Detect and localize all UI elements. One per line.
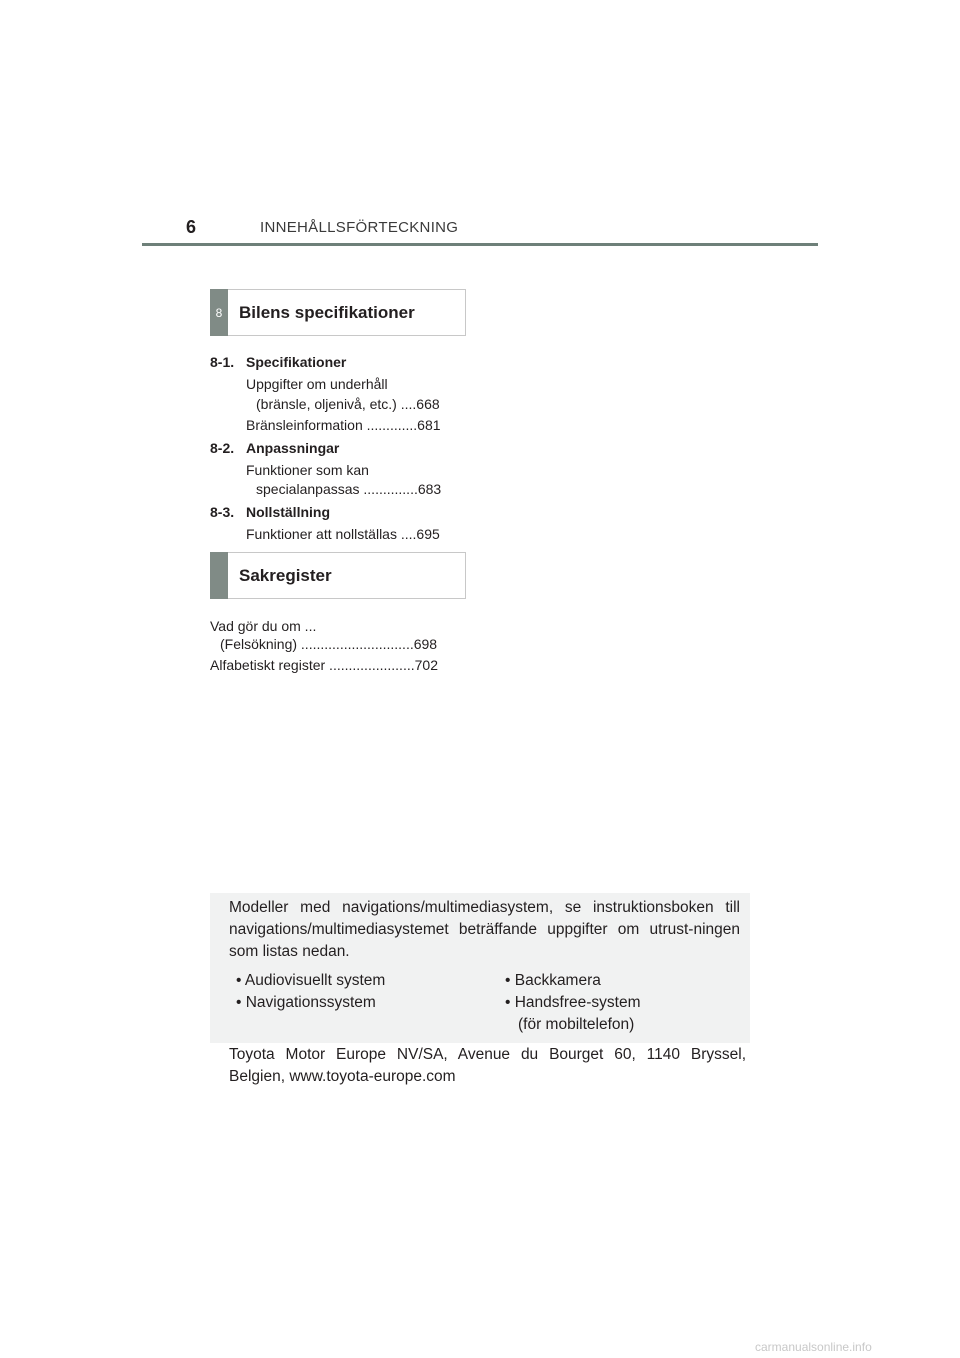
section-box-specifications bbox=[210, 289, 466, 336]
toc-entry[interactable]: specialanpassas ..............683 bbox=[256, 481, 442, 497]
info-text: Modeller med navigations/multimediasystem, se instruktionsboken till navigations/multimediasystemet beträffande uppgifter om utrust-ningen som listas nedan. bbox=[229, 899, 740, 960]
chapter-title: Anpassningar bbox=[246, 440, 340, 456]
section-tab: 8 bbox=[210, 289, 228, 336]
toc-entry[interactable]: Funktioner att nollställas ....695 bbox=[246, 526, 440, 542]
page-number: 6 bbox=[186, 217, 197, 237]
chapter-number: 8-2. bbox=[210, 440, 235, 456]
toc-entry[interactable]: (Felsökning) .............................698 bbox=[220, 636, 438, 652]
toc-section-8 bbox=[210, 352, 460, 552]
chapter-title: Nollställning bbox=[246, 504, 330, 520]
page-header-title: INNEHÅLLSFÖRTECKNING bbox=[260, 219, 459, 236]
chapter-number: 8-1. bbox=[210, 354, 235, 370]
bullet-item: • Audiovisuellt system bbox=[236, 972, 386, 989]
watermark: carmanualsonline.info bbox=[755, 1340, 872, 1354]
toc-entry[interactable]: Alfabetiskt register ......................702 bbox=[210, 657, 438, 673]
bullet-item: • Handsfree-system bbox=[505, 994, 641, 1011]
bullet-item: • Backkamera bbox=[505, 972, 601, 989]
bullet-item: • Navigationssystem bbox=[236, 994, 376, 1011]
toc-entry[interactable]: Uppgifter om underhåll bbox=[246, 376, 388, 392]
toc-chapter[interactable] bbox=[210, 502, 330, 522]
section-box-index bbox=[210, 552, 466, 599]
bullet-item-continuation: (för mobiltelefon) bbox=[518, 1016, 635, 1033]
footer-address: Toyota Motor Europe NV/SA, Avenue du Bourget 60, 1140 Bryssel, Belgien, www.toyota-europe.com bbox=[229, 1046, 746, 1085]
section-tab bbox=[210, 552, 228, 599]
chapter-number: 8-3. bbox=[210, 504, 235, 520]
section-title: Bilens specifikationer bbox=[239, 302, 415, 322]
toc-entry[interactable]: (bränsle, oljenivå, etc.) ....668 bbox=[256, 396, 440, 412]
toc-entry[interactable]: Funktioner som kan bbox=[246, 462, 369, 478]
toc-chapter[interactable] bbox=[210, 352, 346, 372]
toc-entry[interactable]: Vad gör du om ... bbox=[210, 618, 317, 634]
chapter-title: Specifikationer bbox=[246, 354, 347, 370]
section-title: Sakregister bbox=[239, 565, 332, 585]
header-rule bbox=[142, 243, 818, 246]
toc-entry[interactable]: Bränsleinformation .............681 bbox=[246, 417, 441, 433]
toc-chapter[interactable] bbox=[210, 438, 339, 458]
toc-index bbox=[210, 616, 460, 676]
